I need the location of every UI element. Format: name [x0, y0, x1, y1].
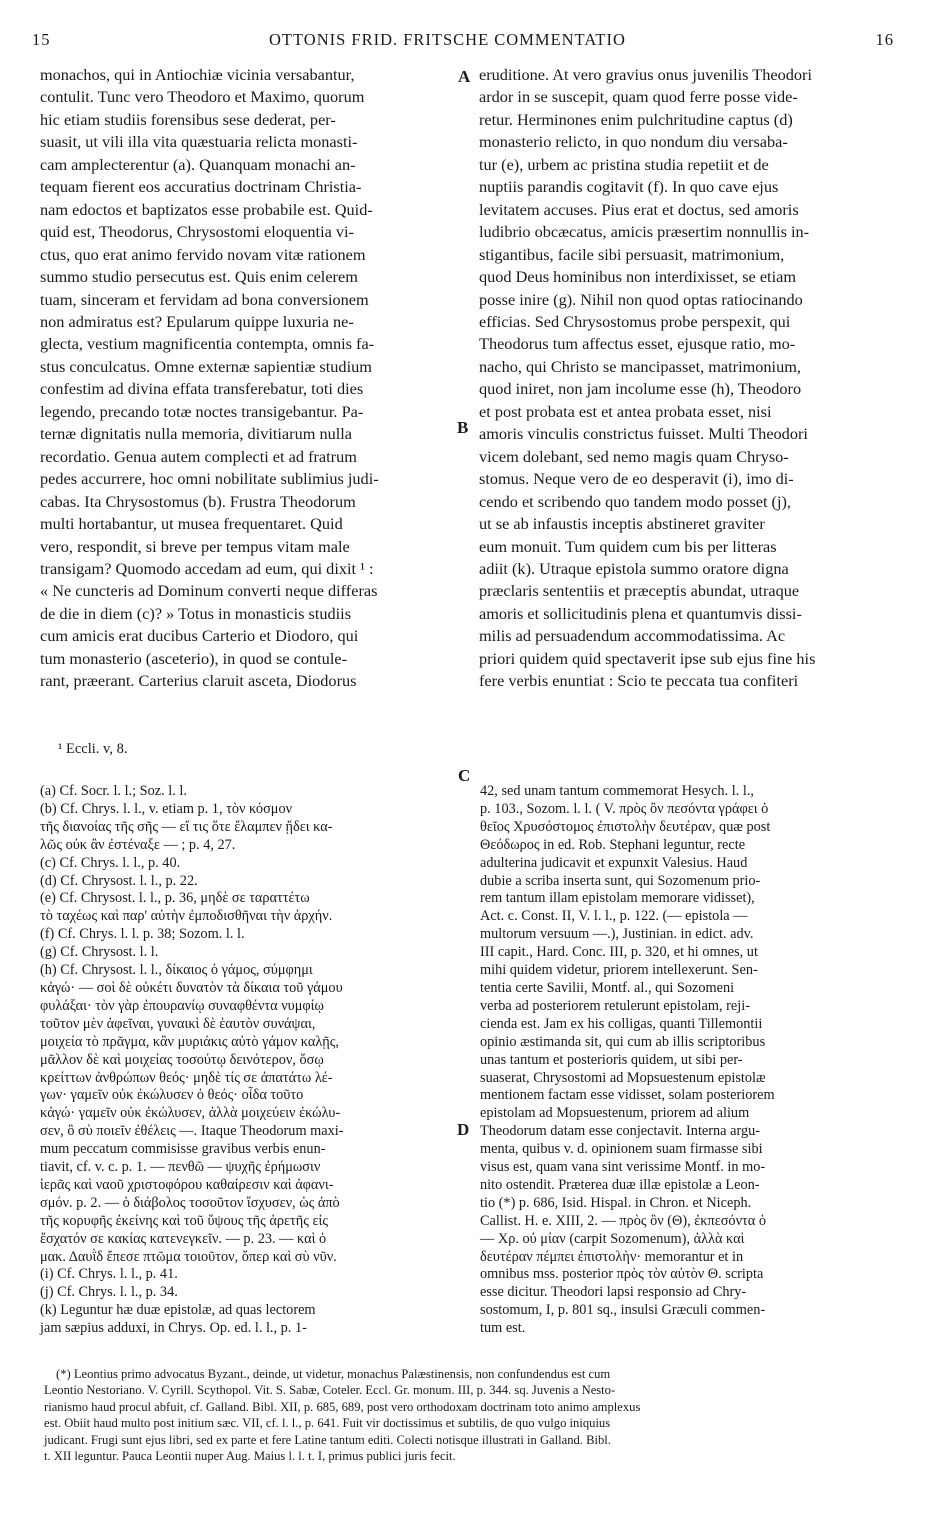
- text-line: ardor in se suscepit, quam quod ferre posse vide-: [479, 87, 798, 107]
- text-line: de die in diem (c)? » Totus in monasticis studiis: [40, 603, 352, 623]
- text-line: transigam? Quomodo accedam ad eum, qui dixit ¹ :: [40, 558, 374, 578]
- margin-marker-d: D: [457, 1120, 470, 1139]
- note-line: Callist. H. e. XIII, 2. — πρὸς ὃν (Θ), ἐκπεσόντα ὁ: [480, 1212, 767, 1229]
- note-line: Theodorum datam esse conjectavit. Interna argu-: [480, 1123, 761, 1140]
- text-line: adiit (k). Utraque epistola summo oratore digna: [479, 558, 789, 578]
- note-line: opinio æstimanda sit, qui cum ab illis scriptoribus: [480, 1033, 766, 1050]
- note-line: σεν, ὃ σὺ ποιεῖν ἐθέλεις —. Itaque Theodorum maxi-: [40, 1123, 344, 1140]
- text-line: glecta, vestium magnificentia contempta, omnis fa-: [40, 334, 375, 354]
- note-line: omnibus mss. posterior πρὸς τὸν αὐτὸν Θ. scripta: [480, 1266, 764, 1283]
- note-line: rem tantum illam epistolam memorare vidisset),: [480, 890, 755, 907]
- note-line: (j) Cf. Chrys. l. l., p. 34.: [40, 1284, 178, 1301]
- note-line: (b) Cf. Chrys. l. l., v. etiam p. 1, τὸν κόσμον: [40, 800, 293, 817]
- note-line: ἔσχατόν σε κακίας κατενεγκεῖν. — p. 23. — καὶ ὁ: [40, 1230, 327, 1247]
- note-line: (i) Cf. Chrys. l. l., p. 41.: [40, 1266, 178, 1283]
- note-line: τῆς διανοίας τῆς σῆς — εἴ τις ὅτε ἔλαμπεν ᾔδει κα-: [40, 818, 333, 835]
- note-line: (a) Cf. Socr. l. l.; Soz. l. l.: [40, 783, 187, 799]
- note-line: adulterina judicavit et expunxit Valesius. Haud: [480, 854, 748, 871]
- footnote-eccli: ¹ Eccli. v, 8.: [58, 741, 128, 757]
- note-line: jam sæpius adduxi, in Chrys. Op. ed. l. l., p. 1-: [40, 1320, 307, 1337]
- note-line: visus est, quam vana sint verissime Montf. in mo-: [480, 1159, 766, 1176]
- text-line: eum monuit. Tum quidem cum bis per litteras: [479, 536, 777, 556]
- note-line: nito ostendit. Præterea duæ illæ epistolæ a Leon-: [480, 1176, 760, 1193]
- leontius-footnote: [44, 1366, 900, 1464]
- text-line: vicem dolebant, sed nemo magis quam Chryso-: [479, 446, 789, 466]
- text-line: quod iniret, non jam incolume esse (h), Theodoro: [479, 379, 802, 399]
- text-line: priori quidem quid spectaverit ipse sub ejus fine his: [479, 648, 816, 668]
- note-line: sostomum, I, p. 801 sq., insulsi Græculi commen-: [480, 1302, 766, 1319]
- text-line: et post probata est et antea probata esset, nisi: [479, 401, 772, 421]
- right-notes-column: [480, 783, 888, 1338]
- note-line: Θεόδωρος in ed. Rob. Stephani leguntur, recte: [480, 836, 746, 853]
- text-line: confestim ad divina effata transferebatur, toti dies: [40, 379, 364, 399]
- text-line: Theodorus tum affectus esset, ejusque ratio, mo-: [479, 334, 796, 354]
- note-line: κἀγώ· γαμεῖν οὐκ ἐκώλυσεν, ἀλλὰ μοιχεύειν ἐκώλυ-: [40, 1105, 341, 1122]
- text-line: milis ad persuadendum accommodatissima. Ac: [479, 626, 786, 646]
- note-line: tiavit, cf. v. c. p. 1. — πενθῶ — ψυχῆς ἐρήμωσιν: [40, 1159, 321, 1176]
- text-line: monasterio relicto, in quo nondum diu versaba-: [479, 132, 788, 152]
- text-line: multi hortabantur, ut musea frequentaret. Quid: [40, 514, 343, 534]
- note-line: γων· γαμεῖν οὐκ ἐκώλυσεν ὁ θεός· οἶδα τοῦτο: [40, 1087, 304, 1104]
- text-line: quod Deus hominibus non interdixisset, se etiam: [479, 267, 796, 287]
- text-line: stomus. Neque vero de eo desperavit (i), imo di-: [479, 469, 794, 489]
- note-line: tentia certe Savilii, Montf. al., qui Sozomeni: [480, 979, 735, 996]
- text-line: ctus, quo erat animo fervido novam vitæ rationem: [40, 244, 366, 264]
- text-line: « Ne cuncteris ad Dominum converti neque differas: [40, 581, 378, 601]
- note-line: (k) Leguntur hæ duæ epistolæ, ad quas lectorem: [40, 1302, 316, 1319]
- text-line: monachos, qui in Antiochiæ vicinia versabantur,: [40, 65, 355, 84]
- text-line: vero, respondit, si breve per tempus vitam male: [40, 536, 350, 556]
- note-line: τῆς κορυφῆς ἐκείνης καὶ τοῦ ὕψους τῆς ἀρετῆς εἰς: [40, 1212, 328, 1229]
- note-line: (f) Cf. Chrys. l. l. p. 38; Sozom. l. l.: [40, 926, 245, 943]
- text-line: cam amplecterentur (a). Quanquam monachi an-: [40, 154, 356, 174]
- text-line: cabas. Ita Chrysostomus (b). Frustra Theodorum: [40, 491, 356, 511]
- page-header: [32, 30, 894, 54]
- note-line: — Χρ. οὐ μίαν (carpit Sozomenum), ἀλλὰ καὶ: [480, 1230, 745, 1247]
- note-line: (h) Cf. Chrysost. l. l., δίκαιος ὁ γάμος, σύμφημι: [40, 962, 313, 979]
- text-line: non admiratus est? Epularum quippe luxuria ne-: [40, 311, 354, 331]
- note-line: tio (*) p. 686, Isid. Hispal. in Chron. et Niceph.: [480, 1194, 752, 1211]
- margin-marker-c: C: [458, 766, 471, 785]
- text-line: fere verbis enuntiat : Scio te peccata tua confiteri: [479, 671, 799, 691]
- note-line: μακ. Δαυῒδ ἔπεσε πτῶμα τοιοῦτον, ὅπερ καὶ σὺ νῦν.: [40, 1248, 337, 1265]
- text-line: quid est, Theodorus, Chrysostomi eloquentia vi-: [40, 222, 354, 242]
- note-line: δευτέραν πέμπει ἐπιστολὴν· memorantur et in: [480, 1248, 744, 1265]
- note-line: mentionem factam esse vidisset, solam posteriorem: [480, 1087, 775, 1104]
- note-line: est. Obiit haud multo post initium sæc. VII, cf. l. l., p. 641. Fuit vir doctissimus et subtilis, de quo vulgo iniquius: [44, 1416, 611, 1431]
- left-text-column: [40, 64, 453, 693]
- text-line: cum amicis erat ducibus Carterio et Diodoro, qui: [40, 626, 359, 646]
- note-line: verba ad posteriorem retulerunt epistolam, reji-: [480, 997, 750, 1014]
- text-line: efficias. Sed Chrysostomus probe perspexit, qui: [479, 311, 791, 331]
- note-line: judicant. Frugi sunt ejus libri, sed ex parte et fere Latine tantum editi. Colecti notisque illustrati in Galland. Bibl.: [44, 1432, 611, 1447]
- right-text-column: [479, 64, 891, 693]
- text-line: rant, præerant. Carterius claruit asceta, Diodorus: [40, 671, 357, 691]
- note-line: esse dicitur. Theodori lapsi responsio ad Chry-: [480, 1284, 747, 1301]
- text-line: pedes accurrere, hoc omni nobilitate sublimius judi-: [40, 469, 379, 489]
- text-line: ludibrio obcæcatus, amicis præsertim nonnullis in-: [479, 222, 810, 242]
- text-line: hic etiam studiis forensibus sese dederat, per-: [40, 109, 336, 129]
- text-line: ut se ab infaustis inceptis abstineret graviter: [479, 514, 765, 534]
- margin-marker-a: A: [458, 67, 471, 86]
- note-line: λῶς οὐκ ἂν ἐστέναξε — ; p. 4, 27.: [40, 836, 236, 853]
- text-line: amoris et sollicitudinis plena et quantumvis dissi-: [479, 603, 802, 623]
- text-line: præclaris sententiis et præceptis abundat, utraque: [479, 581, 800, 601]
- note-line: ἱερᾶς καὶ ναοῦ χριστοφόρου καθαίρεσιν καὶ ἀφανι-: [40, 1176, 334, 1193]
- note-line: p. 103., Sozom. l. l. ( V. πρὸς ὃν πεσόντα γράφει ὁ: [480, 800, 769, 817]
- note-line: III capit., Hard. Conc. III, p. 320, et hi omnes, ut: [480, 944, 758, 961]
- text-line: stigantibus, facile sibi persuasit, matrimonium,: [479, 244, 785, 264]
- note-line: cienda est. Jam ex his colligas, quanti Tillemontii: [480, 1015, 763, 1032]
- note-line: suaserat, Chrysostomi ad Mopsuestenum epistolæ: [480, 1069, 766, 1086]
- page-number-right: 16: [875, 30, 894, 49]
- text-line: tur (e), urbem ac pristina studia repetiit et de: [479, 154, 769, 174]
- text-line: nacho, qui Christo se mancipasset, matrimonium,: [479, 356, 801, 376]
- note-line: (g) Cf. Chrysost. l. l.: [40, 944, 159, 961]
- note-line: μοιχεία τὸ πρᾶγμα, κἂν μυριάκις αὐτὸ γάμον καλῇς,: [40, 1033, 339, 1050]
- text-line: amoris vinculis constrictus fuisset. Multi Theodori: [479, 424, 808, 444]
- note-line: rianismo haud procul abfuit, cf. Galland. Bibl. XII, p. 685, 689, post vero orthodoxam doctrinam toto animo amplexus: [44, 1399, 641, 1414]
- note-line: multorum versuum —.), Justinian. in edict. adv.: [480, 926, 754, 943]
- note-line: t. XII leguntur. Pauca Leontii nuper Aug. Maius l. l. t. I, primus publici juris fecit.: [44, 1449, 456, 1464]
- text-line: stus conculcatus. Omne externæ sapientiæ studium: [40, 356, 372, 376]
- text-line: tequam fierent eos accuratius doctrinam Christia-: [40, 177, 362, 197]
- margin-marker-b: B: [457, 418, 469, 437]
- note-line: epistolam ad Mopsuestenum, priorem ad alium: [480, 1105, 750, 1122]
- text-line: tum monasterio (asceterio), in quod se contule-: [40, 648, 347, 668]
- note-line: tum est.: [480, 1320, 526, 1337]
- note-line: (*) Leontius primo advocatus Byzant., deinde, ut videtur, monachus Palæstinensis, non confundendus est cum: [56, 1367, 611, 1381]
- note-line: (e) Cf. Chrysost. l. l., p. 36, μηδὲ σε ταραττέτω: [40, 890, 310, 907]
- text-line: nuptiis parandis cogitavit (f). In quo cave ejus: [479, 177, 779, 197]
- text-line: posse inire (g). Nihil non quod optas ratiocinando: [479, 289, 803, 309]
- text-line: cendo et scribendo quo tandem modo posset (j),: [479, 491, 791, 511]
- note-line: Act. c. Const. II, V. l. l., p. 122. (— epistola —: [480, 908, 748, 925]
- running-title: OTTONIS FRID. FRITSCHE COMMENTATIO: [269, 30, 626, 49]
- note-line: (c) Cf. Chrys. l. l., p. 40.: [40, 854, 181, 871]
- text-line: tuam, sinceram et fervidam ad bona conversionem: [40, 289, 369, 309]
- text-line: eruditione. At vero gravius onus juvenilis Theodori: [479, 65, 812, 84]
- note-line: dubie a scriba inserta sunt, qui Sozomenum prio-: [480, 872, 761, 889]
- note-line: τοῦτον μὲν ἀφεῖναι, γυναικὶ δὲ ἑαυτὸν συνάψαι,: [40, 1015, 316, 1032]
- text-line: legendo, precando totæ noctes transigebantur. Pa-: [40, 401, 364, 421]
- note-line: φυλάξαι· τὸν γὰρ ἐπουρανίῳ συναφθέντα νυμφίῳ: [40, 997, 324, 1014]
- text-line: nam edoctos et baptizatos esse probabile est. Quid-: [40, 199, 373, 219]
- note-line: κρείττων ἀνθρώπων θεός· μηδὲ τίς σε ἀπατάτω λέ-: [40, 1069, 333, 1086]
- text-line: suasit, ut vili illa vita quæstuaria relicta monasti-: [40, 132, 358, 152]
- page-number-left: 15: [32, 30, 51, 49]
- note-line: mum peccatum commisisse gravibus verbis enun-: [40, 1141, 326, 1158]
- text-line: contulit. Tunc vero Theodoro et Maximo, quorum: [40, 87, 365, 107]
- note-line: (d) Cf. Chrysost. l. l., p. 22.: [40, 872, 198, 889]
- note-line: 42, sed unam tantum commemorat Hesych. l. l.,: [480, 783, 754, 799]
- note-line: mihi quidem videtur, priorem intellexerunt. Sen-: [480, 962, 758, 979]
- text-line: summo studio persecutus est. Quis enim celerem: [40, 267, 358, 287]
- note-line: κἀγώ· — σοὶ δὲ οὐκέτι δυνατὸν τὰ δίκαια τοῦ γάμου: [40, 979, 343, 996]
- note-line: unas tantum et posterioris quidem, ut sibi per-: [480, 1051, 743, 1068]
- note-line: θεῖος Χρυσόστομος ἐπιστολὴν δευτέραν, quæ post: [480, 818, 771, 835]
- note-line: τὸ ταχέως καὶ παρ' αὐτὴν ἐμποδισθῆναι τὴν ἀρχήν.: [40, 908, 333, 925]
- text-line: ternæ dignitatis nulla memoria, divitiarum nulla: [40, 424, 352, 444]
- text-line: recordatio. Genua autem complecti et ad fratrum: [40, 446, 357, 466]
- note-line: μᾶλλον δὲ καὶ μοιχείας τοσούτῳ δεινότερον, ὅσῳ: [40, 1051, 324, 1068]
- note-line: Leontio Nestoriano. V. Cyrill. Scythopol. Vit. S. Sabæ, Coteler. Eccl. Gr. monum. III, p. 344. sq. Juvenis a Nesto-: [44, 1383, 616, 1398]
- note-line: σμόν. p. 2. — ὁ διάβολος τοσοῦτον ἴσχυσεν, ὡς ἀπὸ: [40, 1194, 340, 1211]
- text-line: levitatem accuses. Pius erat et doctus, sed amoris: [479, 199, 799, 219]
- text-line: retur. Herminones enim pulchritudine captus (d): [479, 109, 793, 129]
- note-line: menta, quibus v. d. opinionem suam firmasse sibi: [480, 1141, 763, 1158]
- left-notes-column: [40, 783, 451, 1338]
